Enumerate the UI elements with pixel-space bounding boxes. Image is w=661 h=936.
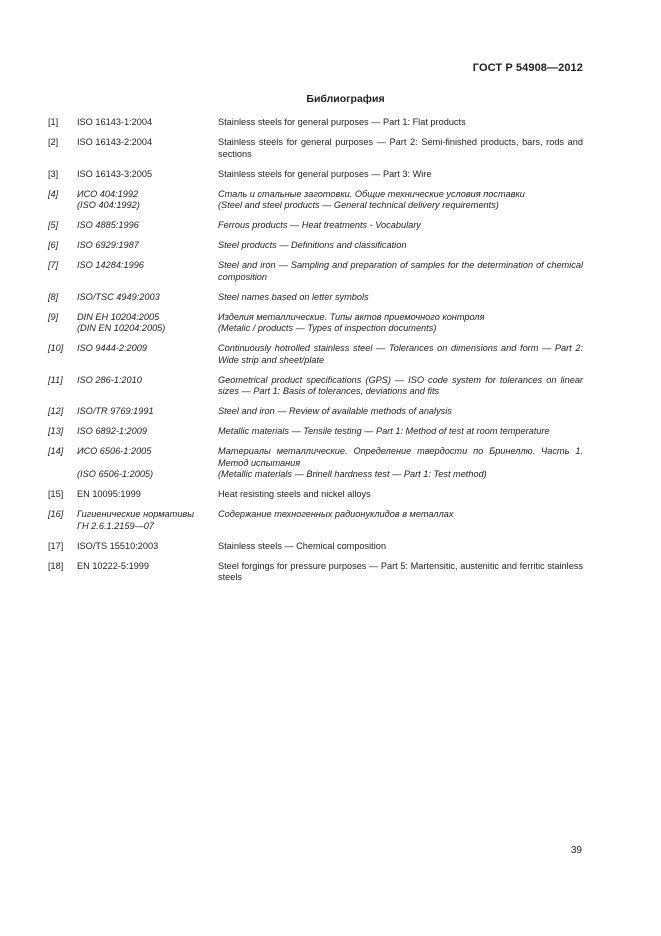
reference-title <box>218 446 583 481</box>
reference-title-line: Steel names based on letter symbols <box>218 291 369 302</box>
reference-number: [2] <box>48 137 59 147</box>
reference-number: [17] <box>48 540 64 551</box>
reference-title-line: Stainless steels for general purposes — Part 1: Flat products <box>218 117 466 127</box>
reference-title-line: Stainless steels for general purposes — Part 2: Semi-finished products, bars, rods and sections <box>218 137 583 159</box>
reference-number: [1] <box>48 117 59 127</box>
reference-title-line: Сталь и стальные заготовки. Общие технические условия поставки <box>218 188 525 199</box>
reference-code-line: ГН 2.6.1.2159—07 <box>77 520 155 531</box>
reference-title-line: (Steel and steel products — General technical delivery requirements) <box>218 200 499 210</box>
reference-list <box>48 117 583 592</box>
reference-title <box>218 240 583 252</box>
reference-title-line: (Metallic materials — Brinell hardness test — Part 1: Test method) <box>218 469 487 479</box>
reference-item <box>48 220 583 232</box>
reference-code-line: ISO/TSC 4949:2003 <box>77 291 160 302</box>
reference-code-line: ISO 286-1:2010 <box>77 374 142 385</box>
reference-title-line: Steel and iron — Review of available methods of analysis <box>218 406 452 416</box>
reference-title <box>218 220 583 232</box>
reference-title-line: Stainless steels — Chemical composition <box>218 540 386 551</box>
reference-code-line: (ISO 6506-1:2005) <box>77 469 154 479</box>
reference-code-line: EN 10095:1999 <box>77 489 141 499</box>
reference-code <box>77 260 218 283</box>
reference-title-line: Steel products — Definitions and classification <box>218 240 407 250</box>
reference-title <box>218 312 583 335</box>
reference-title-line: Steel forgings for pressure purposes — Part 5: Martensitic, austenitic and ferritic stainless steels <box>218 560 583 582</box>
reference-code-line: ISO 4885:1996 <box>77 220 139 230</box>
reference-item <box>48 561 583 584</box>
reference-item <box>48 446 583 481</box>
reference-code <box>77 489 218 501</box>
reference-code <box>77 240 218 252</box>
reference-code <box>77 561 218 584</box>
reference-code-line: Гигиенические нормативы <box>77 509 194 519</box>
reference-item <box>48 260 583 283</box>
reference-title <box>218 137 583 160</box>
reference-title <box>218 343 583 366</box>
reference-code-line: ISO/TR 9769:1991 <box>77 406 154 416</box>
reference-title-line: Metallic materials — Tensile testing — Part 1: Method of test at room temperature <box>218 426 550 436</box>
reference-code <box>77 117 218 129</box>
reference-code-line: ISO 16143-1:2004 <box>77 117 153 127</box>
reference-code-line <box>77 458 218 470</box>
document-code: ГОСТ Р 54908—2012 <box>472 62 583 74</box>
reference-code-line: ISO 6892-1:2009 <box>77 426 147 436</box>
reference-number: [14] <box>48 446 64 456</box>
reference-code-line: ISO/TS 15510:2003 <box>77 540 159 551</box>
reference-code <box>77 446 218 481</box>
reference-code-line: (DIN EN 10204:2005) <box>77 323 166 333</box>
reference-title <box>218 117 583 129</box>
reference-item <box>48 406 583 418</box>
reference-number: [15] <box>48 489 64 499</box>
bibliography-title: Библиография <box>306 93 385 105</box>
reference-code <box>77 189 218 212</box>
reference-number: [7] <box>48 260 59 270</box>
reference-code-line: ИСО 404:1992 <box>77 188 139 199</box>
reference-code-line: ISO 16143-2:2004 <box>77 137 153 147</box>
reference-item <box>48 240 583 252</box>
reference-title-line: Steel and iron — Sampling and preparation of samples for the determination of chemical composition <box>218 260 583 282</box>
reference-item <box>48 375 583 398</box>
reference-item <box>48 137 583 160</box>
reference-code <box>77 375 218 398</box>
reference-title <box>218 169 583 181</box>
reference-title-line: Stainless steels for general purposes — Part 3: Wire <box>218 168 432 179</box>
reference-title-line: Geometrical product specifications (GPS) — ISO code system for tolerances on linear sizes — Part 1: Basis of tolerances, deviations and fits <box>218 374 583 396</box>
reference-code-line: ISO 16143-3:2005 <box>77 168 153 179</box>
reference-title-line: (Metalic / products — Types of inspection documents) <box>218 323 437 333</box>
reference-item <box>48 541 583 553</box>
reference-number: [5] <box>48 220 59 230</box>
reference-code-line: EN 10222-5:1999 <box>77 560 150 571</box>
reference-code <box>77 426 218 438</box>
reference-number: [11] <box>48 374 63 385</box>
reference-title <box>218 260 583 283</box>
reference-code-line: ISO 14284:1996 <box>77 260 144 270</box>
reference-number: [8] <box>48 291 59 302</box>
reference-title <box>218 561 583 584</box>
reference-code <box>77 541 218 553</box>
reference-code-line: DIN EH 10204:2005 <box>77 311 160 322</box>
reference-number: [10] <box>48 343 64 353</box>
reference-item <box>48 117 583 129</box>
reference-number: [6] <box>48 240 59 250</box>
reference-number: [18] <box>48 560 64 571</box>
reference-title-line: Содержание техногенных радионуклидов в металлах <box>218 509 454 519</box>
reference-title <box>218 489 583 501</box>
reference-title <box>218 509 583 532</box>
reference-number: [9] <box>48 311 59 322</box>
reference-number: [3] <box>48 168 59 179</box>
reference-item <box>48 509 583 532</box>
reference-item <box>48 169 583 181</box>
reference-title <box>218 189 583 212</box>
reference-title <box>218 292 583 304</box>
reference-title <box>218 375 583 398</box>
reference-title-line: Continuously hotrolled stainless steel — Tolerances on dimensions and form — Part 2: Wide strip and sheet/plate <box>218 343 583 365</box>
reference-title <box>218 406 583 418</box>
reference-item <box>48 489 583 501</box>
reference-code-line: ISO 9444-2:2009 <box>77 343 147 353</box>
reference-item <box>48 426 583 438</box>
reference-code <box>77 137 218 160</box>
page-number: 39 <box>570 845 582 856</box>
reference-number: [13] <box>48 426 64 436</box>
reference-code <box>77 292 218 304</box>
reference-title <box>218 426 583 438</box>
reference-code <box>77 312 218 335</box>
reference-title-line: Изделия металлические. Типы актов приемочного контроля <box>218 311 485 322</box>
reference-title-line: Ferrous products — Heat treatments - Vocabulary <box>218 220 421 230</box>
reference-code <box>77 509 218 532</box>
reference-code-line: (ISO 404:1992) <box>77 200 140 210</box>
reference-code <box>77 406 218 418</box>
reference-number: [16] <box>48 509 64 519</box>
reference-title-line: Материалы металлические. Определение твердости по Бринеллю. Часть 1. Метод испытания <box>218 446 583 468</box>
reference-item <box>48 292 583 304</box>
reference-number: [12] <box>48 406 64 416</box>
reference-title <box>218 541 583 553</box>
reference-title-line: Heat resisting steels and nickel alloys <box>218 489 371 499</box>
reference-item <box>48 189 583 212</box>
reference-code <box>77 343 218 366</box>
reference-number: [4] <box>48 188 59 199</box>
reference-code <box>77 169 218 181</box>
reference-code-line: ИСО 6506-1:2005 <box>77 446 152 456</box>
reference-code <box>77 220 218 232</box>
reference-item <box>48 343 583 366</box>
reference-code-line: ISO 6929:1987 <box>77 240 139 250</box>
reference-item <box>48 312 583 335</box>
